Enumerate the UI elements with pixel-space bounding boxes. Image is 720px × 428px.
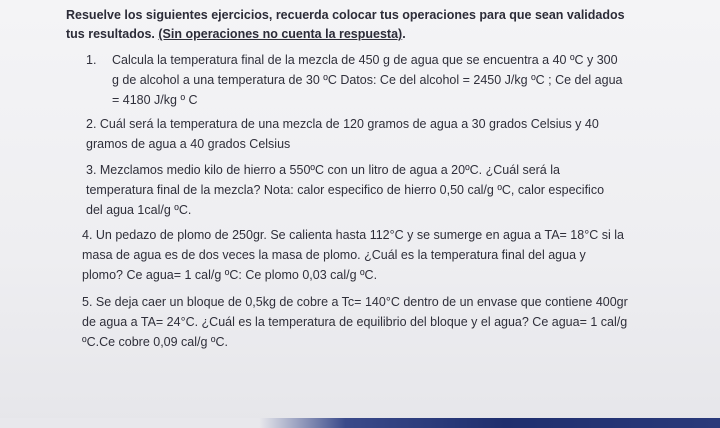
exercise-4: 4. Un pedazo de plomo de 250gr. Se calienta hasta 112°C y se sumerge en agua a TA= 18°C si la masa de agua es de dos veces la masa de plomo. ¿Cuál es la temperatura final del agua y plomo? Ce agua= 1 cal/g ºC: Ce plomo 0,03 cal/g ºC. (82, 228, 624, 282)
instructions-underlined-note: (Sin operaciones no cuenta la respuesta) (158, 27, 403, 41)
exercise-2: 2. Cuál será la temperatura de una mezcla de 120 gramos de agua a 30 grados Celsius y 40 gramos de agua a 40 grados Celsius (86, 117, 599, 151)
instructions (66, 6, 626, 44)
instructions-text: Resuelve los siguientes ejercicios, recuerda colocar tus operaciones para que sean validados tus resultados. (66, 8, 625, 41)
exercise-3: 3. Mezclamos medio kilo de hierro a 550ºC con un litro de agua a 20ºC. ¿Cuál será la temperatura final de la mezcla? Nota: calor especifico de hierro 0,50 cal/g ºC, calor especifico del agua 1cal/g ºC. (86, 163, 605, 217)
exercise-5: 5. Se deja caer un bloque de 0,5kg de cobre a Tc= 140°C dentro de un envase que contiene 400gr de agua a TA= 24°C. ¿Cuál es la temperatura de equilibrio del bloque y el agua? Ce agua= 1 cal/g ºC.Ce cobre 0,09 cal/g ºC. (82, 295, 628, 349)
photo-edge-shadow (0, 418, 720, 428)
exercise-1-text: Calcula la temperatura final de la mezcla de 450 g de agua que se encuentra a 40 ºC y 300 g de alcohol a una temperatura de 30 ºC Datos: Ce del alcohol = 2450 J/kg ºC ; Ce del agua = 4180 J/kg º C (112, 53, 623, 107)
exercise-1-number: 1. (86, 53, 97, 67)
instructions-end: . (402, 27, 406, 41)
